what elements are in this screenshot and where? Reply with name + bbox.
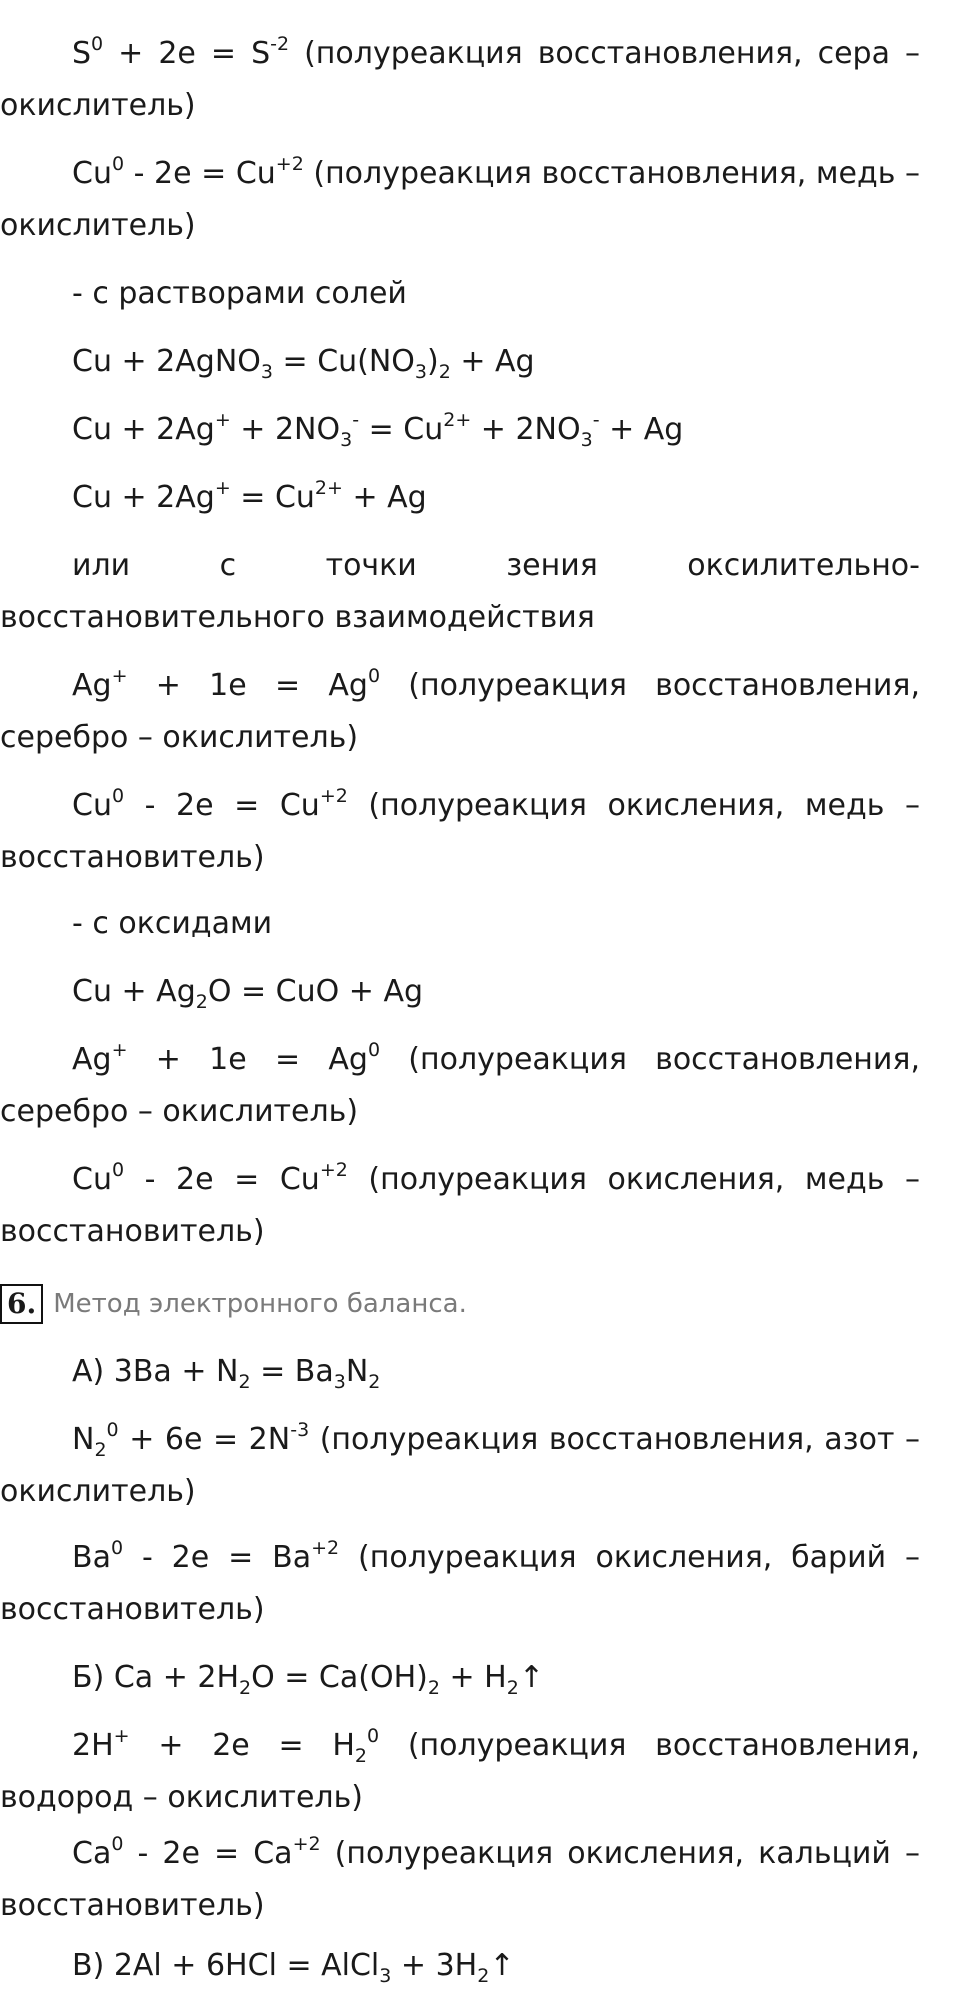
half-reaction-copper-1: $Cu^0 - 2e = Cu^{+2}$ (полуреакция восстановления, медь – окислитель) xyxy=(0,153,920,243)
half-reaction-copper-3: $Cu^0 - 2e = Cu^{+2}$ (полуреакция окисления, медь – восстановитель) xyxy=(0,1159,920,1249)
task-title: Метод электронного баланса. xyxy=(53,1289,467,1319)
ionic-equation-full: $Cu + 2Ag^+ + 2NO_3^- = Cu^{2+} + 2NO_3^- + Ag$ xyxy=(72,409,684,451)
task-heading xyxy=(0,1278,467,1330)
equation-cu-ag2o: $Cu + Ag_2O$ = CuO + Ag xyxy=(72,974,424,1013)
section-oxides: - с оксидами xyxy=(72,906,273,941)
half-reaction-nitrogen: $N_2^0 + 6e = 2N^{-3}$ (полуреакция восстановления, азот – окислитель) xyxy=(0,1419,920,1509)
half-reaction-silver-2: $Ag^+ + 1e = Ag^0$ (полуреакция восстановления, серебро – окислитель) xyxy=(0,1039,921,1129)
half-reaction-calcium: $Ca^0 - 2e = Ca^{+2}$ (полуреакция окисления, кальций – восстановитель) xyxy=(0,1833,920,1923)
redox-intro: или с точки зения оксилительно-восстановительного взаимодействия xyxy=(0,548,920,635)
equation-cu-agno3: Cu + 2AgNO$_3$ = $Cu(NO_3)_2 + Ag$ xyxy=(72,344,535,383)
equation-c: В) 2Al + 6HCl = AlCl$_3$ + $3H_2↑$ xyxy=(72,1948,515,1987)
section-salts: - с растворами солей xyxy=(72,276,407,311)
equation-b: Б) $Ca + 2H_2O = Ca(OH)_2$ + $H_2↑$ xyxy=(72,1660,544,1699)
ionic-equation-short: $Cu + 2Ag^+ = Cu^{2+} + Ag$ xyxy=(72,477,427,515)
half-reaction-copper-2: $Cu^0 - 2e = Cu^{+2}$ (полуреакция окисления, медь – восстановитель) xyxy=(0,785,920,875)
equation-a: А) $3Ba + N_2 = Ba_3N_2$ xyxy=(72,1354,381,1393)
half-reaction-hydrogen: $2H^+ + 2e = H_2^0$ (полуреакция восстановления, водород – окислитель) xyxy=(0,1725,920,1815)
half-reaction-silver-1: $Ag^+ + 1e = Ag^0$ (полуреакция восстановления, серебро – окислитель) xyxy=(0,665,921,755)
half-reaction-barium: $Ba^0 - 2e = Ba^{+2}$ (полуреакция окисления, барий – восстановитель) xyxy=(0,1537,920,1627)
task-number-badge: 6. xyxy=(0,1284,43,1324)
half-reaction-sulfur: $S^0 + 2e = S^{-2}$ (полуреакция восстановления, сера – окислитель) xyxy=(0,33,920,123)
